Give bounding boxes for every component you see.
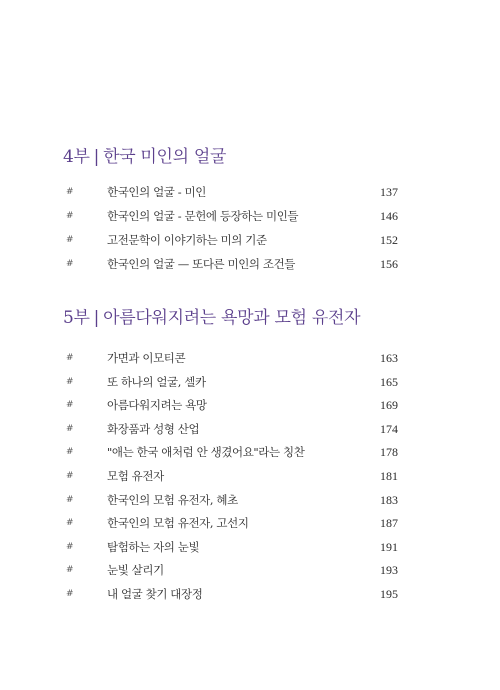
entry-page: 165 bbox=[380, 374, 398, 389]
bullet-mark: # bbox=[66, 518, 74, 529]
entry-page: 137 bbox=[380, 185, 398, 199]
bullet-mark: # bbox=[66, 187, 74, 197]
toc-entry[interactable] bbox=[0, 253, 500, 275]
bullet-mark: # bbox=[66, 494, 74, 505]
entry-page: 187 bbox=[380, 516, 398, 531]
bullet-mark: # bbox=[66, 400, 74, 411]
entry-page: 146 bbox=[380, 209, 398, 223]
entry-page: 178 bbox=[380, 445, 398, 460]
toc-entry[interactable] bbox=[0, 181, 500, 203]
part-4-heading bbox=[63, 142, 226, 167]
toc-entry[interactable] bbox=[0, 489, 500, 511]
part-5-heading bbox=[63, 303, 360, 328]
bullet-mark: # bbox=[66, 211, 74, 221]
entry-title: "애는 한국 애처럼 안 생겼어요"라는 칭찬 bbox=[107, 445, 305, 460]
bullet-mark: # bbox=[66, 471, 74, 481]
entry-page: 174 bbox=[380, 421, 398, 436]
entry-page: 163 bbox=[380, 351, 398, 365]
toc-entry[interactable] bbox=[0, 394, 500, 416]
entry-title: 화장품과 성형 산업 bbox=[107, 421, 200, 436]
toc-entry[interactable] bbox=[0, 371, 500, 393]
toc-entry[interactable] bbox=[0, 418, 500, 440]
bullet-mark: # bbox=[66, 447, 74, 458]
entry-title: 눈빛 살리기 bbox=[107, 563, 164, 578]
part-5-title: 아름다워지려는 욕망과 모험 유전자 bbox=[103, 308, 361, 328]
entry-page: 152 bbox=[380, 233, 398, 247]
toc-entry[interactable] bbox=[0, 229, 500, 251]
toc-entry[interactable] bbox=[0, 465, 500, 487]
part-4-title: 한국 미인의 얼굴 bbox=[103, 147, 227, 167]
entry-title: 한국인의 얼굴 — 또다른 미인의 조건들 bbox=[107, 257, 296, 271]
entry-title: 한국인의 얼굴 - 미인 bbox=[107, 185, 206, 199]
bullet-mark: # bbox=[66, 565, 74, 576]
entry-page: 169 bbox=[380, 398, 398, 413]
toc-entry[interactable] bbox=[0, 441, 500, 463]
entry-title: 한국인의 모험 유전자, 고선지 bbox=[107, 516, 249, 531]
toc-entry[interactable] bbox=[0, 583, 500, 605]
entry-title: 내 얼굴 찾기 대장정 bbox=[107, 587, 203, 601]
part-4-number: 4부 bbox=[63, 147, 90, 167]
bullet-mark: # bbox=[66, 589, 74, 599]
bullet-mark: # bbox=[66, 423, 74, 434]
entry-title: 가면과 이모티콘 bbox=[107, 351, 186, 365]
entry-page: 195 bbox=[380, 587, 398, 601]
entry-title: 아름다워지려는 욕망 bbox=[107, 398, 207, 413]
entry-title: 탐험하는 자의 눈빛 bbox=[107, 539, 200, 554]
toc-entry[interactable] bbox=[0, 512, 500, 534]
part-4-separator: | bbox=[93, 147, 100, 167]
entry-title: 한국인의 모험 유전자, 혜초 bbox=[107, 492, 238, 507]
toc-entry[interactable] bbox=[0, 536, 500, 558]
entry-title: 한국인의 얼굴 - 문헌에 등장하는 미인들 bbox=[107, 209, 299, 223]
entry-page: 156 bbox=[380, 257, 398, 271]
entry-page: 191 bbox=[380, 539, 398, 554]
entry-title: 고전문학이 이야기하는 미의 기준 bbox=[107, 233, 267, 247]
bullet-mark: # bbox=[66, 541, 74, 552]
toc-entry[interactable] bbox=[0, 347, 500, 369]
bullet-mark: # bbox=[66, 376, 74, 387]
entry-page: 193 bbox=[380, 563, 398, 578]
entry-title: 모험 유전자 bbox=[107, 469, 164, 483]
bullet-mark: # bbox=[66, 353, 74, 363]
bullet-mark: # bbox=[66, 235, 74, 245]
bullet-mark: # bbox=[66, 259, 74, 269]
part-5-number: 5부 bbox=[63, 308, 90, 328]
entry-page: 181 bbox=[380, 469, 398, 483]
entry-title: 또 하나의 얼굴, 셀카 bbox=[107, 374, 206, 389]
part-5-separator: | bbox=[93, 308, 100, 328]
entry-page: 183 bbox=[380, 492, 398, 507]
toc-entry[interactable] bbox=[0, 559, 500, 581]
toc-entry[interactable] bbox=[0, 205, 500, 227]
